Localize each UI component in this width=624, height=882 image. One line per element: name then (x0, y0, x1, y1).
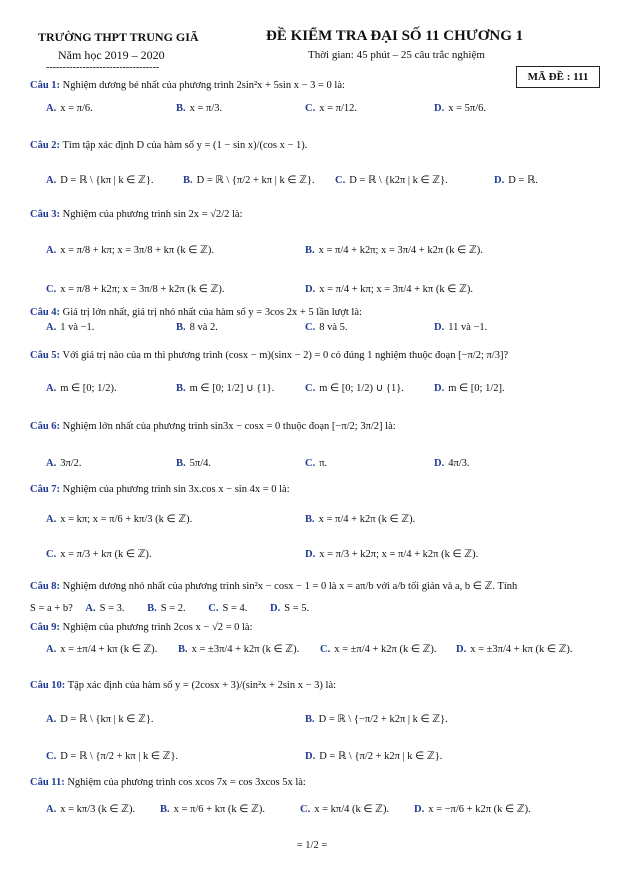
question-6: Câu 6: Nghiệm lớn nhất của phương trình sin3x − cosx = 0 thuộc đoạn [−π/2; 3π/2] là: (30, 421, 396, 432)
question-8-cont: S = a + b? A. S = 3. B. S = 2. C. S = 4. D. S = 5. (30, 603, 310, 614)
question-4: Câu 4: Giá trị lớn nhất, giá trị nhỏ nhất của hàm số y = 3cos 2x + 5 lần lượt là: (30, 307, 362, 318)
question-3: Câu 3: Nghiệm của phương trình sin 2x = √2/2 là: (30, 209, 243, 220)
q9-option-c: C. x = ±π/4 + k2π (k ∈ ℤ). (320, 644, 437, 655)
q2-option-c: C. D = ℝ \ {k2π | k ∈ ℤ}. (335, 175, 448, 186)
q11-option-d: D. x = −π/6 + k2π (k ∈ ℤ). (414, 804, 531, 815)
q7-option-c: C. x = π/3 + kπ (k ∈ ℤ). (46, 549, 152, 560)
question-5: Câu 5: Với giá trị nào của m thì phương trình (cosx − m)(sinx − 2) = 0 có đúng 1 nghiệm thuộc đoạn [−π/2; π/3]? (30, 350, 509, 361)
school-name: TRƯỜNG THPT TRUNG GIÃ (38, 30, 199, 44)
q9-option-a: A. x = ±π/4 + kπ (k ∈ ℤ). (46, 644, 158, 655)
q4-option-b: B. 8 và 2. (176, 322, 218, 333)
question-9: Câu 9: Nghiệm của phương trình 2cos x − √2 = 0 là: (30, 622, 253, 633)
q2-option-a: A. D = ℝ \ {kπ | k ∈ ℤ}. (46, 175, 154, 186)
question-1: Câu 1: Nghiệm dương bé nhất của phương trình 2sin²x + 5sin x − 3 = 0 là: (30, 80, 345, 91)
q6-option-a: A. 3π/2. (46, 458, 82, 469)
q1-option-a: A. x = π/6. (46, 103, 93, 114)
page-number: = 1/2 = (296, 840, 328, 851)
school-year: Năm học 2019 – 2020 (58, 48, 165, 62)
q5-option-d: D. m ∈ [0; 1/2]. (434, 383, 505, 394)
q5-option-b: B. m ∈ [0; 1/2] ∪ {1}. (176, 383, 275, 394)
q10-option-b: B. D = ℝ \ {−π/2 + k2π | k ∈ ℤ}. (305, 714, 448, 725)
question-8: Câu 8: Nghiệm dương nhỏ nhất của phương trình sin²x − cosx − 1 = 0 là x = aπ/b với a/b tối giản và a, b ∈ ℤ. Tính (30, 581, 518, 592)
q3-option-c: C. x = π/8 + k2π; x = 3π/8 + k2π (k ∈ ℤ). (46, 284, 225, 295)
q3-option-a: A. x = π/8 + kπ; x = 3π/8 + kπ (k ∈ ℤ). (46, 245, 214, 256)
q8-option-d: D. S = 5. (270, 603, 310, 614)
q1-option-d: D. x = 5π/6. (434, 103, 486, 114)
q10-option-a: A. D = ℝ \ {kπ | k ∈ ℤ}. (46, 714, 154, 725)
q7-option-a: A. x = kπ; x = π/6 + kπ/3 (k ∈ ℤ). (46, 514, 193, 525)
q5-option-a: A. m ∈ [0; 1/2). (46, 383, 117, 394)
q11-option-c: C. x = kπ/4 (k ∈ ℤ). (300, 804, 390, 815)
q1-option-c: C. x = π/12. (305, 103, 357, 114)
q10-option-d: D. D = ℝ \ {π/2 + k2π | k ∈ ℤ}. (305, 751, 443, 762)
q11-option-a: A. x = kπ/3 (k ∈ ℤ). (46, 804, 136, 815)
question-2: Câu 2: Tìm tập xác định D của hàm số y = (1 − sin x)/(cos x − 1). (30, 140, 308, 151)
q10-option-c: C. D = ℝ \ {π/2 + kπ | k ∈ ℤ}. (46, 751, 179, 762)
q9-option-b: B. x = ±3π/4 + k2π (k ∈ ℤ). (178, 644, 300, 655)
question-7: Câu 7: Nghiệm của phương trình sin 3x.cos x − sin 4x = 0 là: (30, 484, 290, 495)
q9-option-d: D. x = ±3π/4 + kπ (k ∈ ℤ). (456, 644, 573, 655)
question-10: Câu 10: Tập xác định của hàm số y = (2cosx + 3)/(sin²x + 2sin x − 3) là: (30, 680, 337, 691)
q2-option-b: B. D = ℝ \ {π/2 + kπ | k ∈ ℤ}. (183, 175, 315, 186)
q6-option-d: D. 4π/3. (434, 458, 470, 469)
exam-code-box: MÃ ĐỀ : 111 (516, 66, 600, 88)
question-11: Câu 11: Nghiệm của phương trình cos xcos 7x = cos 3xcos 5x là: (30, 777, 306, 788)
q6-option-b: B. 5π/4. (176, 458, 211, 469)
q7-option-d: D. x = π/3 + k2π; x = π/4 + k2π (k ∈ ℤ). (305, 549, 479, 560)
q7-option-b: B. x = π/4 + k2π (k ∈ ℤ). (305, 514, 416, 525)
q8-option-c: C. S = 4. (208, 603, 248, 614)
q3-option-d: D. x = π/4 + kπ; x = 3π/4 + kπ (k ∈ ℤ). (305, 284, 473, 295)
header-divider: ---------------------------------- (46, 62, 160, 73)
q5-option-c: C. m ∈ [0; 1/2) ∪ {1}. (305, 383, 404, 394)
q8-option-a: A. S = 3. (85, 603, 125, 614)
q4-option-c: C. 8 và 5. (305, 322, 348, 333)
q6-option-c: C. π. (305, 458, 328, 469)
q4-option-d: D. 11 và −1. (434, 322, 488, 333)
q8-option-b: B. S = 2. (147, 603, 186, 614)
exam-time: Thời gian: 45 phút – 25 câu trắc nghiệm (308, 49, 485, 61)
q3-option-b: B. x = π/4 + k2π; x = 3π/4 + k2π (k ∈ ℤ). (305, 245, 483, 256)
q1-option-b: B. x = π/3. (176, 103, 223, 114)
exam-title: ĐỀ KIỂM TRA ĐẠI SỐ 11 CHƯƠNG 1 (266, 28, 524, 44)
q11-option-b: B. x = π/6 + kπ (k ∈ ℤ). (160, 804, 265, 815)
q4-option-a: A. 1 và −1. (46, 322, 95, 333)
q2-option-d: D. D = ℝ. (494, 175, 538, 186)
